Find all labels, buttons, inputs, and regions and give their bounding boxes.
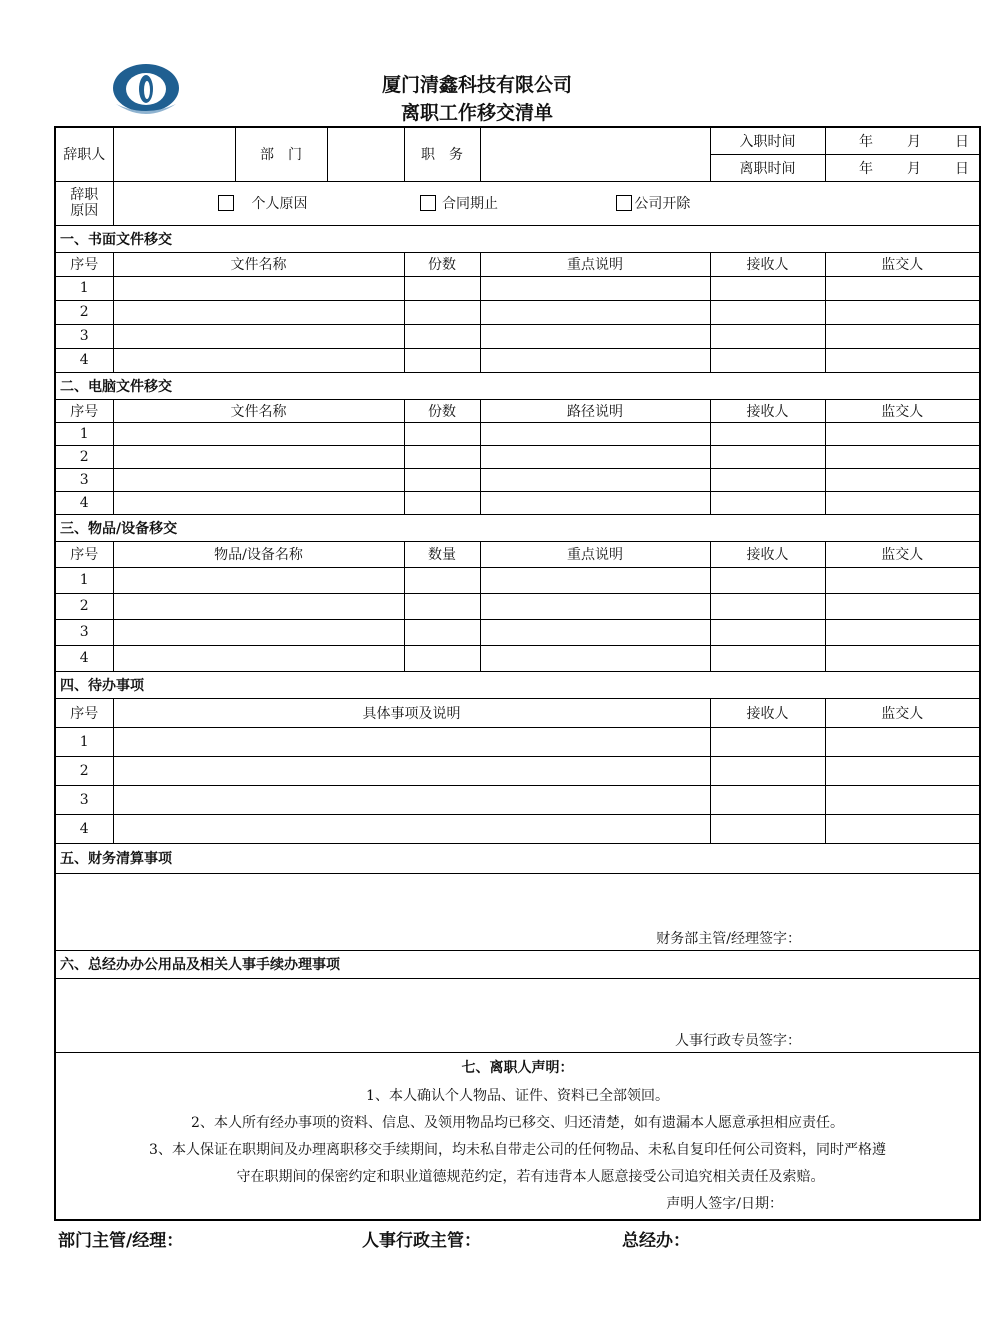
declaration-item: 3、本人保证在职期间及办理离职移交手续期间，均未私自带走公司的任何物品、未私自复印任何公司资料，同时严格遵 [149,1141,886,1158]
cell[interactable] [113,422,404,445]
row-number: 1 [55,567,113,593]
cell[interactable] [404,645,480,671]
row-number: 3 [55,468,113,491]
table-row [55,422,980,445]
year-label: 年 [859,133,873,150]
row-number: 2 [55,300,113,324]
table-row [55,324,980,348]
checkbox-icon[interactable] [218,195,234,211]
table-row [55,593,980,619]
cell[interactable] [113,300,404,324]
section4-title: 四、待办事项 [55,671,980,698]
cell[interactable] [404,324,480,348]
cell[interactable] [710,276,825,300]
cell[interactable] [825,445,980,468]
table-row [55,645,980,671]
col-header: 文件名称 [113,252,404,276]
col-header: 物品/设备名称 [113,541,404,567]
cell[interactable] [825,422,980,445]
section7-title: 七、离职人声明： [461,1059,574,1076]
form-title: 离职工作移交清单 [400,102,553,124]
table-row [55,300,980,324]
declaration-item: 2、本人所有经办事项的资料、信息、及领用物品均已移交、归还清楚，如有遗漏本人愿意承担相应责任。 [191,1114,844,1131]
declaration-item: 守在职期间的保密约定和职业道德规范约定，若有违背本人愿意接受公司追究相关责任及索赔。 [236,1168,825,1185]
cell[interactable] [113,567,404,593]
cell[interactable] [480,645,710,671]
row-number: 3 [55,619,113,645]
year-label: 年 [859,160,873,177]
company-name: 厦门清鑫科技有限公司 [381,74,572,96]
col-header: 接收人 [710,541,825,567]
cell[interactable] [113,468,404,491]
finance-signature-label: 财务部主管/经理签字： [656,930,801,947]
cell[interactable] [113,814,710,843]
col-header: 份数 [404,399,480,422]
cell[interactable] [480,491,710,514]
cell[interactable] [404,348,480,372]
cell[interactable] [113,491,404,514]
dept-label: 部 门 [235,127,327,181]
section5-title: 五、财务清算事项 [55,843,980,873]
declaration-area [55,1052,980,1220]
cell[interactable] [404,619,480,645]
col-header: 接收人 [710,698,825,727]
cell[interactable] [825,756,980,785]
col-header: 重点说明 [480,252,710,276]
cell[interactable] [825,324,980,348]
reason-option-contract[interactable]: 合同期止 [420,193,498,213]
row-number: 2 [55,445,113,468]
col-header: 序号 [55,541,113,567]
table-row [55,491,980,514]
cell[interactable] [480,619,710,645]
table-row [55,814,980,843]
cell[interactable] [710,619,825,645]
cell[interactable] [480,300,710,324]
cell[interactable] [825,814,980,843]
table-row [55,619,980,645]
month-label: 月 [907,133,921,150]
cell[interactable] [825,491,980,514]
cell[interactable] [113,727,710,756]
reason-label [55,181,113,225]
section3-title: 三、物品/设备移交 [55,514,980,541]
handover-form [54,126,981,1221]
cell[interactable] [113,324,404,348]
cell[interactable] [710,814,825,843]
cell[interactable] [404,593,480,619]
cell[interactable] [825,785,980,814]
hr-manager-signature: 人事行政主管： [362,1231,481,1251]
reason-label-line1: 辞职 [70,187,99,203]
cell[interactable] [710,445,825,468]
col-header: 监交人 [825,399,980,422]
table-row [55,445,980,468]
row-number: 1 [55,727,113,756]
cell[interactable] [710,491,825,514]
cell[interactable] [480,468,710,491]
row-number: 1 [55,276,113,300]
row-number: 3 [55,324,113,348]
resigner-label: 辞职人 [55,127,113,181]
cell[interactable] [113,276,404,300]
table-row [55,276,980,300]
section6-title: 六、总经办办公用品及相关人事手续办理事项 [55,950,980,978]
cell[interactable] [710,645,825,671]
dept-field[interactable] [327,127,404,181]
row-number: 4 [55,491,113,514]
section2-title: 二、电脑文件移交 [55,372,980,399]
col-header: 数量 [404,541,480,567]
join-date-field[interactable] [825,127,980,154]
cell[interactable] [710,727,825,756]
cell[interactable] [825,348,980,372]
col-header: 序号 [55,252,113,276]
cell[interactable] [113,445,404,468]
leave-date-field[interactable] [825,154,980,181]
cell[interactable] [404,276,480,300]
position-label: 职 务 [404,127,480,181]
declaration-item: 1、本人确认个人物品、证件、资料已全部领回。 [366,1087,669,1104]
cell[interactable] [710,324,825,348]
gm-office-signature: 总经办： [622,1231,690,1251]
cell[interactable] [710,567,825,593]
cell[interactable] [480,445,710,468]
declarant-signature-label: 声明人签字/日期： [666,1195,783,1212]
col-header: 监交人 [825,252,980,276]
leave-date-label: 离职时间 [710,154,825,181]
cell[interactable] [480,422,710,445]
finance-settlement-area[interactable] [55,873,980,950]
cell[interactable] [825,276,980,300]
cell[interactable] [825,300,980,324]
cell[interactable] [480,276,710,300]
row-number: 1 [55,422,113,445]
cell[interactable] [113,756,710,785]
col-header: 重点说明 [480,541,710,567]
section1-title: 一、书面文件移交 [55,225,980,252]
row-number: 4 [55,348,113,372]
col-header: 文件名称 [113,399,404,422]
cell[interactable] [404,300,480,324]
table-row [55,727,980,756]
cell[interactable] [825,593,980,619]
table-row [55,756,980,785]
cell[interactable] [404,567,480,593]
reason-option-personal[interactable]: 个人原因 [218,193,308,213]
cell[interactable] [825,567,980,593]
cell[interactable] [480,567,710,593]
cell[interactable] [480,324,710,348]
col-header: 接收人 [710,399,825,422]
table-row [55,468,980,491]
table-row [55,567,980,593]
checkbox-icon[interactable] [420,195,436,211]
cell[interactable] [113,348,404,372]
checkbox-icon[interactable] [616,195,632,211]
cell[interactable] [710,756,825,785]
day-label: 日 [955,133,969,150]
cell[interactable] [825,619,980,645]
col-header: 份数 [404,252,480,276]
col-header: 路径说明 [480,399,710,422]
resigner-field[interactable] [113,127,235,181]
col-header: 监交人 [825,541,980,567]
cell[interactable] [404,445,480,468]
col-header: 监交人 [825,698,980,727]
cell[interactable] [113,645,404,671]
cell[interactable] [113,593,404,619]
join-date-label: 入职时间 [710,127,825,154]
hr-signature-label: 人事行政专员签字： [675,1032,801,1049]
day-label: 日 [955,160,969,177]
cell[interactable] [710,300,825,324]
cell[interactable] [710,468,825,491]
table-row [55,348,980,372]
col-header: 接收人 [710,252,825,276]
cell[interactable] [825,645,980,671]
cell[interactable] [404,422,480,445]
reason-options [113,181,980,225]
col-header: 序号 [55,698,113,727]
row-number: 3 [55,785,113,814]
cell[interactable] [480,348,710,372]
cell[interactable] [710,593,825,619]
hr-procedures-area[interactable] [55,978,980,1052]
cell[interactable] [404,468,480,491]
month-label: 月 [907,160,921,177]
position-field[interactable] [480,127,710,181]
cell[interactable] [825,727,980,756]
reason-label-line2: 原因 [70,203,99,219]
col-header: 序号 [55,399,113,422]
col-header: 具体事项及说明 [113,698,710,727]
cell[interactable] [113,785,710,814]
cell[interactable] [710,348,825,372]
cell[interactable] [710,785,825,814]
reason-option-dismissal[interactable]: 公司开除 [616,193,690,213]
cell[interactable] [404,491,480,514]
cell[interactable] [825,468,980,491]
row-number: 4 [55,645,113,671]
table-row [55,785,980,814]
row-number: 2 [55,756,113,785]
dept-manager-signature: 部门主管/经理： [58,1231,184,1251]
row-number: 4 [55,814,113,843]
cell[interactable] [710,422,825,445]
cell[interactable] [113,619,404,645]
cell[interactable] [480,593,710,619]
row-number: 2 [55,593,113,619]
